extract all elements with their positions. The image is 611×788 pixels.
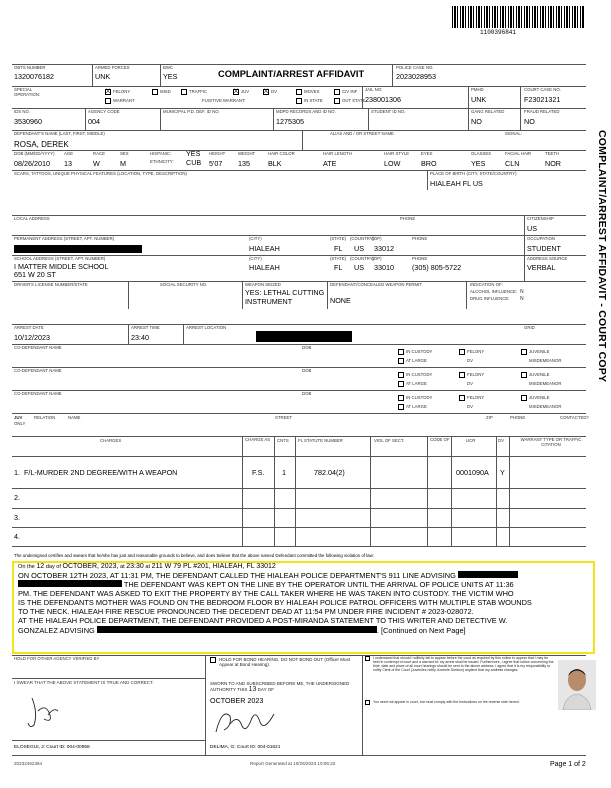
felony-label: FELONY bbox=[113, 89, 131, 94]
codef-felony-label-2: FELONY bbox=[467, 372, 485, 377]
defendant-photo bbox=[558, 660, 596, 710]
charge-num-2: 2. bbox=[14, 493, 20, 502]
hair-color: BLK bbox=[268, 159, 282, 168]
out-state-label: OUT STATE bbox=[342, 98, 366, 103]
arrest-date-label: ARREST DATE bbox=[14, 325, 44, 330]
alcohol-label: ALCOHOL INFLUENCE: bbox=[470, 289, 518, 294]
school-country-label: (COUNTRY) bbox=[350, 256, 375, 261]
codef-dob-label-2: DOB bbox=[302, 368, 312, 373]
citizenship: US bbox=[527, 224, 537, 233]
occupation: STUDENT bbox=[527, 244, 561, 253]
teeth: NOR bbox=[545, 159, 561, 168]
perm-phone-label: PHONE bbox=[412, 236, 428, 241]
facial-hair-label: FACIAL HAIR bbox=[505, 151, 532, 156]
officer-signature-2 bbox=[212, 704, 282, 740]
viol-sect-header: VIOL OF SECT. bbox=[374, 438, 405, 443]
narrative-line-2: THE DEFENDANT WAS KEPT ON THE LINE BY THE OPERATOR UNTIL THE ARRIVAL OF POLICE UNITS AT 11:36 bbox=[14, 580, 593, 589]
in-custody-label-2: IN CUSTODY bbox=[406, 372, 433, 377]
school-city: HIALEAH bbox=[249, 263, 280, 272]
codef-felony-label-3: FELONY bbox=[467, 395, 485, 400]
place-of-birth-label: PLACE OF BIRTH (CITY, STATE/COUNTRY) bbox=[430, 171, 517, 176]
school-state: FL bbox=[334, 263, 343, 272]
need-not-appear-text: You need not appear in court, but must comply with the instructions on the reverse side hereof. bbox=[373, 700, 520, 704]
narrative-line-4: IS THE DEFENDANTS MOTHER WAS FOUND ON THE BEDROOM FLOOR BY HIALEAH POLICE PATROL OFFICERS WITH MULTIPLE STAB WOUNDS bbox=[18, 598, 532, 608]
document-number: 20232452364 bbox=[14, 761, 43, 766]
civ-inf-checkbox[interactable] bbox=[334, 89, 340, 95]
fugitive-warrant-label: FUGITIVE WARRANT: bbox=[202, 98, 246, 103]
swear-statement: I SWEAR THAT THE ABOVE STATEMENT IS TRUE AND CORRECT. bbox=[14, 680, 154, 685]
codef-dob-label-1: DOB bbox=[302, 345, 312, 350]
sworn-month: OCTOBER 2023 bbox=[210, 696, 264, 705]
codef-name-label-1: CO-DEFENDANT NAME bbox=[14, 345, 62, 350]
hold-bond-text: HOLD FOR BOND HEARING. DO NOT BOND OUT (Officer Must Appear at Bond Hearing). bbox=[219, 657, 351, 668]
charge-num-3: 3. bbox=[14, 513, 20, 522]
agency-code: 004 bbox=[88, 117, 100, 126]
codef-custody-checkbox-2[interactable] bbox=[398, 372, 404, 378]
school-street: 651 W 20 ST bbox=[14, 270, 56, 279]
officer-signature-1 bbox=[24, 693, 64, 733]
school-state-label: (STATE) bbox=[330, 256, 347, 261]
fraud-related: NO bbox=[524, 117, 535, 126]
arrest-time: 23:40 bbox=[131, 333, 149, 342]
perm-state-label: (STATE) bbox=[330, 236, 347, 241]
bwc: YES bbox=[163, 72, 178, 81]
juv-only-label: JUV bbox=[14, 415, 23, 420]
juv-label: JUV bbox=[241, 89, 250, 94]
ethnicity: CUB bbox=[186, 158, 202, 167]
redacted-narrative-2 bbox=[18, 580, 122, 587]
side-title: COMPLAINT/ARREST AFFIDAVIT - COURT COPY bbox=[596, 130, 608, 383]
report-generated: Report Generated at 10/26/2023 10:06:22 bbox=[250, 761, 336, 766]
charge-ucr-1: 0001090A bbox=[456, 468, 489, 477]
student-id-label: STUDENT ID NO. bbox=[371, 109, 406, 114]
juv-checkbox[interactable]: X bbox=[234, 89, 239, 95]
codef-dob-label-3: DOB bbox=[302, 391, 312, 396]
height: 5'07 bbox=[209, 159, 223, 168]
narrative-line-5: TO THE NECK. HIALEAH FIRE RESCUE PRONOUNCED THE DECEDENT DEAD AT 11:54 PM UNDER FIRE INCIDENT # 2023-028072. bbox=[18, 607, 474, 617]
codef-juv-label-2: JUVENILE bbox=[529, 372, 550, 377]
perm-country: US bbox=[354, 244, 364, 253]
statute-header: FL STATUTE NUMBER bbox=[298, 438, 343, 443]
eyes: BRO bbox=[421, 159, 437, 168]
codef-juv-checkbox-1[interactable] bbox=[521, 349, 527, 355]
school-name: I MATTER MIDDLE SCHOOL bbox=[14, 262, 109, 271]
ids-number: 3530960 bbox=[14, 117, 42, 126]
narrative-box bbox=[12, 561, 595, 654]
barcode-number: 1100396841 bbox=[480, 29, 517, 36]
codef-felony-checkbox-3[interactable] bbox=[459, 395, 465, 401]
weight: 135 bbox=[238, 159, 250, 168]
codef-custody-checkbox-1[interactable] bbox=[398, 349, 404, 355]
charge-cnts-1: 1 bbox=[282, 468, 286, 477]
misd-label: MISD bbox=[160, 89, 171, 94]
warrant-checkbox[interactable] bbox=[105, 98, 111, 104]
municipal-label: MUNICIPAL P.D. DEF. ID NO. bbox=[163, 109, 220, 114]
code-of-header: CODE OF bbox=[430, 437, 450, 442]
understand-checkbox[interactable] bbox=[365, 656, 370, 661]
mdpd-label: MDPD RECORDS AND ID NO. bbox=[276, 109, 336, 114]
in-state-checkbox[interactable] bbox=[296, 98, 302, 104]
school-zip-label: (ZIP) bbox=[372, 256, 382, 261]
defendant-name-label: DEFENDANT'S NAME (LAST, FIRST, MIDDLE) bbox=[14, 131, 105, 136]
weapon-seized: YES: LETHAL CUTTING bbox=[245, 288, 325, 297]
alias-label: ALIAS AND / OR STREET NAME bbox=[330, 131, 394, 136]
hold-other-agency-label: HOLD FOR OTHER AGENCY VERIFIED BY bbox=[14, 656, 100, 661]
obts-number: 1320076182 bbox=[14, 72, 54, 81]
narrative-line-1: ON OCTOBER 12TH 2023, AT 11:31 PM, THE DEFENDANT CALLED THE HIALEAH POLICE DEPARTMENT'S 911 LINE ADVISING bbox=[14, 571, 593, 580]
race: W bbox=[93, 159, 100, 168]
court-case-label: COURT CASE NO. bbox=[524, 87, 561, 92]
weapon-seized-2: INSTRUMENT bbox=[245, 297, 293, 306]
address-source: VERBAL bbox=[527, 263, 556, 272]
charge-num-4: 4. bbox=[14, 532, 20, 541]
school-phone-label: PHONE bbox=[412, 256, 428, 261]
perm-city: HIALEAH bbox=[249, 244, 280, 253]
dv-label: DV bbox=[271, 89, 277, 94]
officer-1-id: ELOSEGUI, J: Court ID: 004-00958 bbox=[14, 745, 90, 750]
mdpd-number: 1275305 bbox=[276, 117, 304, 126]
codef-large-checkbox-3[interactable] bbox=[398, 404, 404, 410]
sex: M bbox=[120, 159, 126, 168]
out-state-checkbox[interactable] bbox=[334, 98, 340, 104]
local-address-label: LOCAL ADDRESS bbox=[14, 216, 50, 221]
ucr-header: UCR bbox=[466, 438, 476, 443]
address-source-label: ADDRESS SOURCE bbox=[527, 256, 568, 261]
codef-juv-checkbox-2[interactable] bbox=[521, 372, 527, 378]
perm-country-label: (COUNTRY) bbox=[350, 236, 375, 241]
weapon-seized-label: WEAPON SEIZED bbox=[245, 282, 281, 287]
hair-length: ATE bbox=[323, 159, 337, 168]
alcohol-value: N bbox=[520, 289, 524, 295]
ethnicity-label: ETHNICITY: bbox=[150, 159, 174, 164]
perm-zip-label: (ZIP) bbox=[372, 236, 382, 241]
charge-num-1: 1. bbox=[14, 468, 20, 477]
arrest-date: 10/12/2023 bbox=[14, 333, 50, 342]
cnts-header: CNTS bbox=[277, 438, 289, 443]
weight-label: WEIGHT bbox=[238, 151, 256, 156]
facial-hair: CLN bbox=[505, 159, 520, 168]
charge-statute-1: 782.04(2) bbox=[314, 468, 345, 477]
scars-label: SCARS, TATTOOS, UNIQUE PHYSICAL FEATURES (LOCATION, TYPE, DESCRIPTION) bbox=[14, 171, 187, 176]
school-country: US bbox=[354, 263, 364, 272]
codef-misd-label-3: MISDEMEANOR bbox=[529, 404, 562, 409]
charges-header: CHARGES bbox=[100, 438, 122, 443]
codef-name-label-3: CO-DEFENDANT NAME bbox=[14, 391, 62, 396]
understand-text: I understand that should I willfully fail to appear before the court as required by this notice to appear that I may be held in contempt of court and a warrant for my arrest shall be issued. Furthermore, I agree that notice concerning the time, date and place of all court hearings should be sent to the above address. I agree that it is my responsibility to notify Clerk of the Court (Juveniles notify Juvenile Division) anytime that my address changes. bbox=[373, 656, 554, 673]
traffic-checkbox[interactable] bbox=[181, 89, 187, 95]
perm-zip: 33012 bbox=[374, 244, 394, 253]
glasses-label: GLASSES bbox=[471, 151, 492, 156]
dv-checkbox[interactable]: X bbox=[264, 89, 269, 95]
juv-zip-label: ZIP bbox=[486, 415, 493, 420]
permanent-address-label: PERMANENT ADDRESS (STREET, APT. NUMBER) bbox=[14, 236, 115, 241]
dv-header: DV bbox=[498, 438, 504, 443]
juv-name-label: NAME bbox=[68, 415, 81, 420]
codef-juv-label-1: JUVENILE bbox=[529, 349, 550, 354]
gang-related: NO bbox=[471, 117, 482, 126]
sworn-statement: SWORN TO AND SUBSCRIBED BEFORE ME, THE UNDERSIGNED AUTHORITY THIS 13 DAY OF bbox=[210, 681, 350, 694]
codef-custody-checkbox-3[interactable] bbox=[398, 395, 404, 401]
dob-label: DOB (MM/DD/YYYY) bbox=[14, 151, 55, 156]
ssn-label: SOCIAL SECURITY NO. bbox=[160, 282, 208, 287]
at-large-label-1: AT LARGE bbox=[406, 358, 427, 363]
codef-felony-checkbox-1[interactable] bbox=[459, 349, 465, 355]
codef-felony-checkbox-2[interactable] bbox=[459, 372, 465, 378]
relation-label: RELATION bbox=[34, 415, 56, 420]
pmhd-label: PMHD bbox=[471, 87, 484, 92]
fraud-label: FRAUD RELATED bbox=[524, 109, 560, 114]
perm-state: FL bbox=[334, 244, 343, 253]
contacted-label: CONTACTED? bbox=[560, 415, 589, 420]
redacted-narrative-1 bbox=[458, 571, 518, 578]
drivers-license-label: DRIVER'S LICENSE NUMBER/STATE bbox=[14, 282, 88, 287]
hair-color-label: HAIR COLOR bbox=[268, 151, 295, 156]
codef-large-checkbox-1[interactable] bbox=[398, 358, 404, 364]
redacted-arrest-location bbox=[256, 331, 352, 342]
charge-as-header: CHARGE AS bbox=[245, 437, 271, 442]
indication-label: INDICATION OF: bbox=[470, 282, 503, 287]
age: 13 bbox=[64, 159, 72, 168]
hispanic: YES bbox=[186, 149, 201, 158]
narrative-date-line: On the 12 day of OCTOBER, 2023, at 23:30 at 211 W 79 PL #201, HIALEAH, FL 33012 bbox=[18, 563, 276, 570]
jail-label: JAIL NO: bbox=[365, 87, 383, 92]
felony-checkbox[interactable]: X bbox=[106, 89, 111, 95]
codef-misd-label-1: MISDEMEANOR bbox=[529, 358, 562, 363]
arrest-location-label: ARREST LOCATION bbox=[186, 325, 227, 330]
citizenship-label: CITIZENSHIP bbox=[527, 216, 554, 221]
teeth-label: TEETH bbox=[545, 151, 560, 156]
narrative-line-6: AT THE HIALEAH POLICE DEPARTMENT, THE DEFENDANT PROVIDED A POST-MIRANDA STATEMENT TO THIS WRITER AND DETECTIVE W. bbox=[18, 616, 508, 626]
codef-dv-label-2: DV bbox=[467, 381, 473, 386]
armed-forces-label: ARMED FORCES bbox=[95, 65, 130, 70]
codef-dv-label-1: DV bbox=[467, 358, 473, 363]
need-not-appear-checkbox[interactable] bbox=[365, 700, 370, 705]
drug-label: DRUG INFLUENCE: bbox=[470, 296, 510, 301]
codef-large-checkbox-2[interactable] bbox=[398, 381, 404, 387]
at-large-label-2: AT LARGE bbox=[406, 381, 427, 386]
school-zip: 33010 bbox=[374, 263, 394, 272]
codef-juv-checkbox-3[interactable] bbox=[521, 395, 527, 401]
local-phone-label: PHONE bbox=[400, 216, 416, 221]
officer-2-id: DELIMA, G: Court ID: 004-01621 bbox=[210, 745, 281, 750]
juv-street-label: STREET bbox=[275, 415, 292, 420]
in-custody-label-3: IN CUSTODY bbox=[406, 395, 433, 400]
redacted-permanent-address bbox=[14, 245, 142, 253]
jail-number: 238001306 bbox=[365, 95, 401, 104]
occupation-label: OCCUPATION bbox=[527, 236, 556, 241]
agency-label: AGENCY CODE bbox=[88, 109, 120, 114]
codef-felony-label-1: FELONY bbox=[467, 349, 485, 354]
certify-statement: The undersigned certifies and swears that he/she has just and reasonable grounds to believe, and does believe that the above named Defendant committed the following violation of law: bbox=[14, 553, 375, 558]
codef-juv-label-3: JUVENILE bbox=[529, 395, 550, 400]
narrative-line-3: PM. THE DEFENDANT WAS ASKED TO EXIT THE PROPERTY BY THE CALL TAKER WHERE HE WAS TAKEN INTO CUSTODY. THE VICTIM WHO bbox=[18, 589, 514, 599]
place-of-birth: HIALEAH FL US bbox=[430, 179, 483, 188]
height-label: HEIGHT bbox=[209, 151, 226, 156]
age-label: AGE bbox=[64, 151, 74, 156]
moves-label: MOVES bbox=[304, 89, 320, 94]
warrant-label: WARRANT bbox=[113, 98, 135, 103]
special-operation-label: SPECIAL OPERATION: bbox=[14, 87, 41, 97]
codef-misd-label-2: MISDEMEANOR bbox=[529, 381, 562, 386]
grid-label: GRID bbox=[524, 325, 535, 330]
arrest-time-label: ARREST TIME bbox=[131, 325, 160, 330]
eyes-label: EYES bbox=[421, 151, 433, 156]
school-phone: (305) 805-5722 bbox=[412, 263, 462, 272]
bwc-label: BWC bbox=[163, 65, 174, 70]
concealed-weapon-label: DEFENDANT/CONCEALED WEAPON PERMIT bbox=[330, 282, 422, 287]
glasses: YES bbox=[471, 159, 486, 168]
in-state-label: IN STATE bbox=[304, 98, 323, 103]
codef-name-label-2: CO-DEFENDANT NAME bbox=[14, 368, 62, 373]
school-address-label: SCHOOL ADDRESS (STREET, APT. NUMBER) bbox=[14, 256, 106, 261]
defendant-name: ROSA, DEREK bbox=[14, 140, 69, 149]
perm-city-label: (CITY) bbox=[249, 236, 262, 241]
police-case-number: 2023028953 bbox=[396, 72, 436, 81]
dob: 08/26/2010 bbox=[14, 159, 50, 168]
charge-as-1: F.S. bbox=[252, 468, 265, 477]
race-label: RACE bbox=[93, 151, 105, 156]
traffic-label: TRAFFIC bbox=[189, 89, 208, 94]
court-case-number: F23021321 bbox=[524, 95, 561, 104]
juv-phone-label: PHONE bbox=[510, 415, 526, 420]
police-case-label: POLICE CASE NO. bbox=[396, 65, 434, 70]
warrant-type-header: WARRANT TYPE OR TRAFFIC CITATION bbox=[520, 437, 582, 447]
ids-label: IDS NO. bbox=[14, 109, 30, 114]
page-number: Page 1 of 2 bbox=[550, 761, 586, 768]
narrative-line-7: GONZALEZ ADVISING . [Continued on Next Page] bbox=[18, 625, 466, 635]
concealed-weapon: NONE bbox=[330, 296, 351, 305]
gang-label: GANG RELATED bbox=[471, 109, 505, 114]
misd-checkbox[interactable] bbox=[152, 89, 158, 95]
barcode bbox=[452, 6, 584, 28]
signal-label: SIGNAL: bbox=[505, 131, 522, 136]
in-custody-label-1: IN CUSTODY bbox=[406, 349, 433, 354]
sex-label: SEX bbox=[120, 151, 129, 156]
at-large-label-3: AT LARGE bbox=[406, 404, 427, 409]
juv-only-label-2: ONLY bbox=[14, 421, 26, 426]
obts-label: OBTS NUMBER bbox=[14, 65, 46, 70]
charge-dv-1: Y bbox=[500, 468, 505, 477]
charge-desc-1: F/L-MURDER 2ND DEGREE/WITH A WEAPON bbox=[24, 468, 178, 477]
redacted-narrative-3 bbox=[97, 626, 377, 633]
hair-style: LOW bbox=[384, 159, 401, 168]
hair-style-label: HAIR STYLE bbox=[384, 151, 410, 156]
hair-length-label: HAIR LENGTH bbox=[323, 151, 352, 156]
codef-dv-label-3: DV bbox=[467, 404, 473, 409]
school-city-label: (CITY) bbox=[249, 256, 262, 261]
pmhd: UNK bbox=[471, 95, 487, 104]
hispanic-label: HISPANIC: bbox=[150, 151, 172, 156]
drug-value: N bbox=[520, 296, 524, 302]
civ-inf-label: CIV INF bbox=[342, 89, 358, 94]
armed-forces: UNK bbox=[95, 72, 111, 81]
moves-checkbox[interactable] bbox=[296, 89, 302, 95]
form-title: COMPLAINT/ARREST AFFIDAVIT bbox=[218, 69, 365, 79]
hold-bond-checkbox[interactable] bbox=[210, 657, 216, 663]
